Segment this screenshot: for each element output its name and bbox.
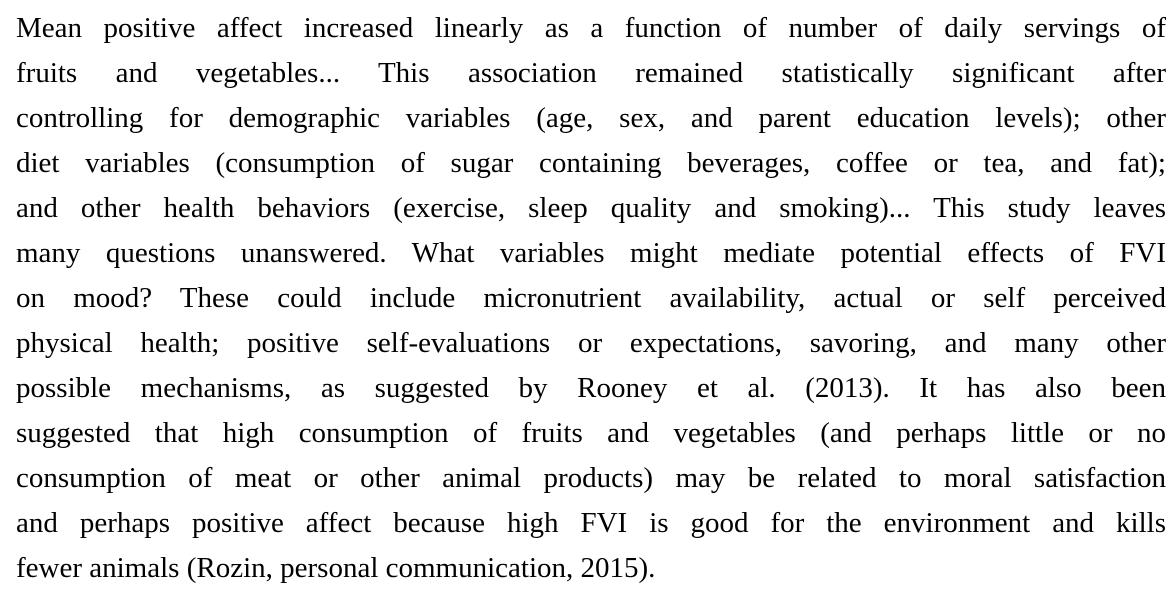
passage-line: and other health behaviors (exercise, sleep quality and smoking)... This study leaves [16,192,1166,224]
passage-line: suggested that high consumption of fruits and vegetables (and perhaps little or no [16,417,1166,449]
passage-line: diet variables (consumption of sugar containing beverages, coffee or tea, and fat); [16,147,1166,179]
passage-line: fruits and vegetables... This association remained statistically significant after [16,57,1166,89]
passage-line: on mood? These could include micronutrient availability, actual or self perceived [16,282,1166,314]
passage-line: Mean positive affect increased linearly as a function of number of daily servings of [16,12,1166,44]
passage-line: controlling for demographic variables (age, sex, and parent education levels); other [16,102,1166,134]
passage-line: consumption of meat or other animal products) may be related to moral satisfaction [16,462,1166,494]
passage-line-last: fewer animals (Rozin, personal communication, 2015). [16,552,656,584]
passage-line: possible mechanisms, as suggested by Rooney et al. (2013). It has also been [16,372,1166,404]
passage-line: and perhaps positive affect because high FVI is good for the environment and kills [16,507,1166,539]
passage-line: physical health; positive self-evaluations or expectations, savoring, and many other [16,327,1166,359]
passage-line: many questions unanswered. What variables might mediate potential effects of FVI [16,237,1166,269]
quoted-passage [16,6,1166,591]
